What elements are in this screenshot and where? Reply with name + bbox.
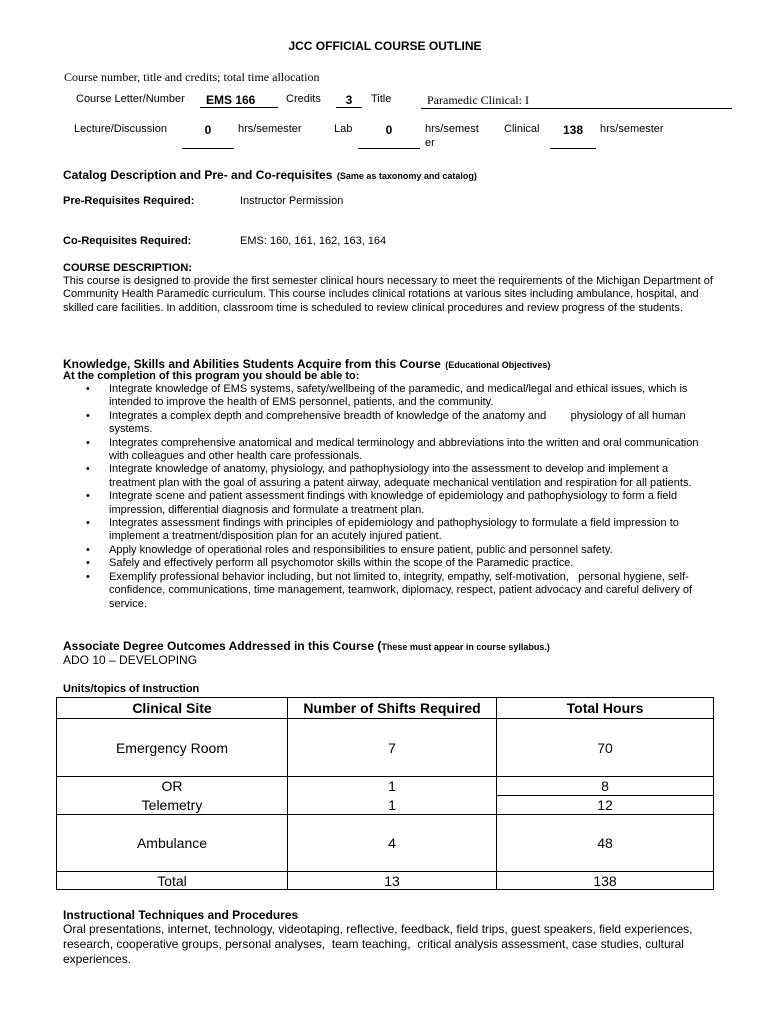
column-header-site: Clinical Site: [57, 698, 288, 719]
ksa-intro: At the completion of this program you should be able to:: [63, 370, 360, 382]
units-heading: Units/topics of Instruction: [63, 683, 200, 695]
site-cell: Emergency Room: [57, 719, 288, 777]
table-row: [57, 815, 714, 872]
table-row: [57, 777, 714, 796]
lab-label: Lab: [334, 123, 353, 135]
site-cell: OR: [57, 777, 288, 796]
lecture-underline: [182, 148, 234, 149]
lab-value: 0: [385, 123, 393, 137]
ado-value: ADO 10 – DEVELOPING: [63, 653, 198, 667]
column-header-hours: Total Hours: [497, 698, 714, 719]
prereq-value: Instructor Permission: [240, 195, 344, 207]
objective-item: • Integrates comprehensive anatomical and medical terminology and abbreviations into the written and oral communication with colleagues and other health care professionals.: [63, 437, 713, 464]
clinical-value: 138: [562, 123, 584, 137]
site-cell: Ambulance: [57, 815, 288, 872]
document-title: JCC OFFICIAL COURSE OUTLINE: [288, 39, 482, 53]
table-header-row: [57, 698, 714, 719]
lab-unit-line2: er: [425, 137, 435, 149]
objective-item: • Exemplify professional behavior including, but not limited to, integrity, empathy, self-motivation, personal hygiene, self-confidence, communications, time management, teamwork, diplomacy, respect, patient advocacy and careful delivery of service.: [63, 571, 713, 611]
column-header-shifts: Number of Shifts Required: [288, 698, 497, 719]
objective-item: • Integrate knowledge of anatomy, physiology, and pathophysiology into the assessment to develop and implement a treatment plan with the goal of assuring a patent airway, adequate mechanical ventilation and respiration for all patients.: [63, 463, 713, 490]
shifts-cell: 1: [288, 796, 497, 815]
credits-label: Credits: [286, 93, 321, 105]
clinical-sites-table: [56, 697, 714, 890]
catalog-heading: Catalog Description and Pre- and Co-requisites (Same as taxonomy and catalog): [63, 168, 477, 182]
lecture-label: Lecture/Discussion: [74, 123, 167, 135]
objective-item: • Safely and effectively perform all psychomotor skills within the scope of the Paramedic practice.: [63, 557, 713, 570]
objective-item: • Integrates assessment findings with principles of epidemiology and pathophysiology to formulate a field impression to implement a treatment/disposition plan for an acutely injured patient.: [63, 517, 713, 544]
lab-unit-line1: hrs/semest: [425, 123, 479, 135]
hours-cell: 138: [497, 872, 714, 890]
table-row: [57, 796, 714, 815]
objectives-list: [63, 383, 713, 611]
coreq-value: EMS: 160, 161, 162, 163, 164: [240, 235, 387, 247]
lecture-unit: hrs/semester: [238, 123, 302, 135]
site-cell: Telemetry: [57, 796, 288, 815]
objective-item: • Integrates a complex depth and comprehensive breadth of knowledge of the anatomy and physiology of all human systems.: [63, 410, 713, 437]
objective-item: • Integrate scene and patient assessment findings with knowledge of epidemiology and pathophysiology to form a field impression, differential diagnosis and formulate a treatment plan.: [63, 490, 713, 517]
clinical-unit: hrs/semester: [600, 123, 664, 135]
allocation-subtitle: Course number, title and credits; total time allocation: [64, 70, 320, 84]
clinical-label: Clinical: [504, 123, 540, 135]
objective-item: • Integrate knowledge of EMS systems, safety/wellbeing of the paramedic, and medical/legal and ethical issues, which is intended to improve the health of EMS personnel, patients, and the community.: [63, 383, 713, 410]
hours-cell: 8: [497, 777, 714, 796]
shifts-cell: 1: [288, 777, 497, 796]
lecture-value: 0: [204, 123, 212, 137]
coreq-label: Co-Requisites Required:: [63, 235, 192, 247]
techniques-heading: Instructional Techniques and Procedures: [63, 908, 299, 922]
clinical-underline: [550, 148, 596, 149]
table-row: [57, 719, 714, 777]
ado-heading: Associate Degree Outcomes Addressed in this Course (These must appear in course syllabus.): [63, 639, 550, 653]
prereq-label: Pre-Requisites Required:: [63, 195, 195, 207]
course-title-value: Paramedic Clinical: I: [421, 93, 732, 109]
hours-cell: 48: [497, 815, 714, 872]
course-letter-number-label: Course Letter/Number: [76, 93, 185, 105]
ksa-heading: Knowledge, Skills and Abilities Students Acquire from this Course (Educational Objectives): [63, 357, 551, 371]
objective-item: • Apply knowledge of operational roles and responsibilities to ensure patient, public and personnel safety.: [63, 544, 713, 557]
course-description-text: This course is designed to provide the first semester clinical hours necessary to meet the requirements of the Michigan Department of Community Health Paramedic curriculum. This course includes clinical rotations at various sites including ambulance, hospital, and skilled care facilities. In addition, classroom time is scheduled to review clinical procedures and review progress of the students.: [63, 275, 713, 314]
table-total-row: [57, 872, 714, 890]
credits-value: 3: [336, 93, 362, 108]
shifts-cell: 4: [288, 815, 497, 872]
shifts-cell: 13: [288, 872, 497, 890]
site-cell: Total: [57, 872, 288, 890]
course-letter-number-value: EMS 166: [200, 93, 278, 108]
hours-cell: 12: [497, 796, 714, 815]
hours-cell: 70: [497, 719, 714, 777]
shifts-cell: 7: [288, 719, 497, 777]
techniques-text: Oral presentations, internet, technology, videotaping, reflective, feedback, field trips, guest speakers, field experiences, research, cooperative groups, personal analyses, team teaching, critical analysis assessment, case studies, cultural experiences.: [63, 922, 696, 966]
course-description-heading: COURSE DESCRIPTION:: [63, 262, 192, 274]
title-label: Title: [371, 93, 392, 105]
lab-underline: [358, 148, 420, 149]
